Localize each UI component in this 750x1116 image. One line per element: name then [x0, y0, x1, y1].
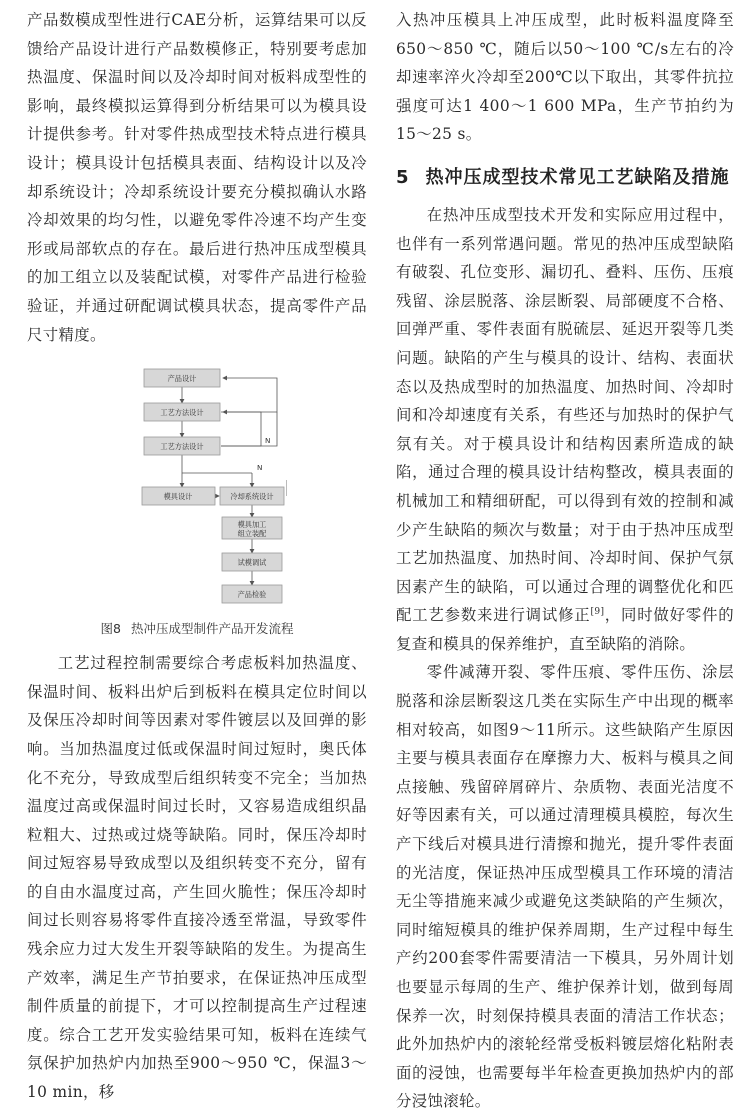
flow-box-product-design [144, 369, 220, 387]
section-number: 5 [396, 166, 410, 188]
paragraph-text: 在热冲压成型技术开发和实际应用过程中，也伴有一系列常遇问题。常见的热冲压成型缺陷有破裂、孔位变形、漏切孔、叠料、压伤、压痕残留、涂层脱落、涂层断裂、局部硬度不合格、回弹严重、零件表面有脱硫层、延迟开裂等几类问题。缺陷的产生与模具的设计、结构、表面状态以及热成型时的加热温度、加热时间、冷却时间和冷却速度有关系，有些还与加热时的保护气氛有关。对于模具设计和结构因素所造成的缺陷，通过合理的模具设计结构整改，模具表面的机械加工和精细研配，可以得到有效的控制和减少产生缺陷的频次与数量；对于由于热冲压成型工艺加热温度、加热时间、冷却时间、保护气氛因素产生的缺陷，可以通过合理的调整优化和匹配工艺参数来进行调试修正 [396, 205, 734, 625]
svg-text:产品设计: 产品设计 [167, 374, 197, 384]
flow-box-process-design [144, 437, 220, 455]
flow-box-process-design [144, 403, 220, 421]
flowchart-figure [27, 363, 367, 613]
paragraph-text: ，同时做好零件的复查和模具的保养维护，直至缺陷的消除。 [396, 606, 734, 653]
body-paragraph: 零件减薄开裂、零件压痕、零件压伤、涂层脱落和涂层断裂这几类在实际生产中出现的概率相对较高，如图9～11所示。这些缺陷产生原因主要与模具表面存在摩擦力大、板料与模具之间点接触、残留碎屑碎片、杂质物、表面光洁度不好等因素有关，可以通过清理模具模腔，每次生产下线后对模具进行清擦和抛光，提升零件表面的光洁度，保证热冲压成型模具工作环境的清洁无尘等措施来减少或避免这类缺陷的产生频次，同时缩短模具的维护保养周期，生产过程中每生产约200套零件需要清洁一下模具，另外周计划也要显示每周的生产、维护保养计划，做到每周保养一次，时刻保持模具表面的清洁工作状态；此外加热炉内的滚轮经常受板料镀层熔化粘附表面的浸蚀，也需要每半年检查更换加热炉内的部分浸蚀滚轮。 [396, 663, 734, 1111]
svg-text:产品检验: 产品检验 [237, 590, 267, 600]
flow-box-trial-debug [222, 553, 282, 571]
svg-text:冷却系统设计: 冷却系统设计 [230, 492, 274, 502]
citation-ref: [9] [590, 607, 605, 618]
right-column [396, 6, 734, 1116]
feedback-loop-arrow [221, 378, 277, 412]
figure-title: 热冲压成型制件产品开发流程 [130, 621, 294, 637]
svg-text:模具加工: 模具加工 [237, 520, 267, 530]
product-development-flowchart [107, 363, 287, 613]
flow-label-n: N [257, 463, 263, 473]
figure-number: 图8 [100, 621, 121, 637]
flow-box-mold-design [142, 487, 215, 505]
section-title: 热冲压成型技术常见工艺缺陷及措施 [425, 166, 730, 188]
svg-text:组立装配: 组立装配 [237, 529, 267, 539]
svg-text:工艺方法设计: 工艺方法设计 [160, 408, 204, 418]
svg-text:模具设计: 模具设计 [163, 492, 193, 502]
figure-caption [27, 619, 367, 637]
body-paragraph [396, 201, 734, 659]
flow-box-mold-machining [222, 517, 282, 539]
body-paragraph: 工艺过程控制需要综合考虑板料加热温度、保温时间、板料出炉后到板料在模具定位时间以及保压冷却时间等因素对零件镀层以及回弹的影响。当加热温度过低或保温时间过短时，奥氏体化不充分，导致成型后组织转变不完全；当加热温度过高或保温时间过长时，又容易造成组织晶粒粗大、过热或过烧等缺陷。同时，保压冷却时间过短容易导致成型以及组织转变不充分，留有的自由水温度过高，产生回火脆性；保压冷却时间过长则容易将零件直接冷透至常温，导致零件残余应力过大发生开裂等缺陷的发生。为提高生产效率，满足生产节拍要求，在保证热冲压成型制件质量的前提下，才可以控制提高生产过程速度。综合工艺开发实验结果可知，板料在连续气氛保护加热炉内加热至900～950 ℃，保温3～10 min，移 [27, 654, 367, 1102]
body-paragraph: 入热冲压模具上冲压成型，此时板料温度降至650～850 ℃，随后以50～100 ℃/s左右的冷却速率淬火冷却至200℃以下取出，其零件抗拉强度可达1 400～1 600 MPa，生产节拍约为15～25 s。 [396, 11, 734, 144]
flow-box-cooling-design [220, 487, 284, 505]
svg-text:工艺方法设计: 工艺方法设计 [160, 442, 204, 452]
section-heading [396, 163, 734, 189]
svg-text:试模调试: 试模调试 [237, 558, 267, 568]
left-column [27, 6, 367, 1107]
body-paragraph: 产品数模成型性进行CAE分析，运算结果可以反馈给产品设计进行产品数模修正，特别要考虑加热温度、保温时间以及冷却时间对板料成型性的影响，最终模拟运算得到分析结果可以为模具设计提供参考。针对零件热成型技术特点进行模具设计；模具设计包括模具表面、结构设计以及冷却系统设计；冷却系统设计要充分模拟确认水路冷却效果的均匀性，以避免零件冷速不均产生变形或局部软点的存在。最后进行热冲压成型模具的加工组立以及装配试模，对零件产品进行检验验证，并通过研配调试模具状态，提高零件产品尺寸精度。 [27, 11, 367, 344]
flow-label-n: N [265, 436, 271, 446]
flow-box-product-inspection [222, 585, 282, 603]
feedback-loop-arrow [221, 412, 261, 446]
